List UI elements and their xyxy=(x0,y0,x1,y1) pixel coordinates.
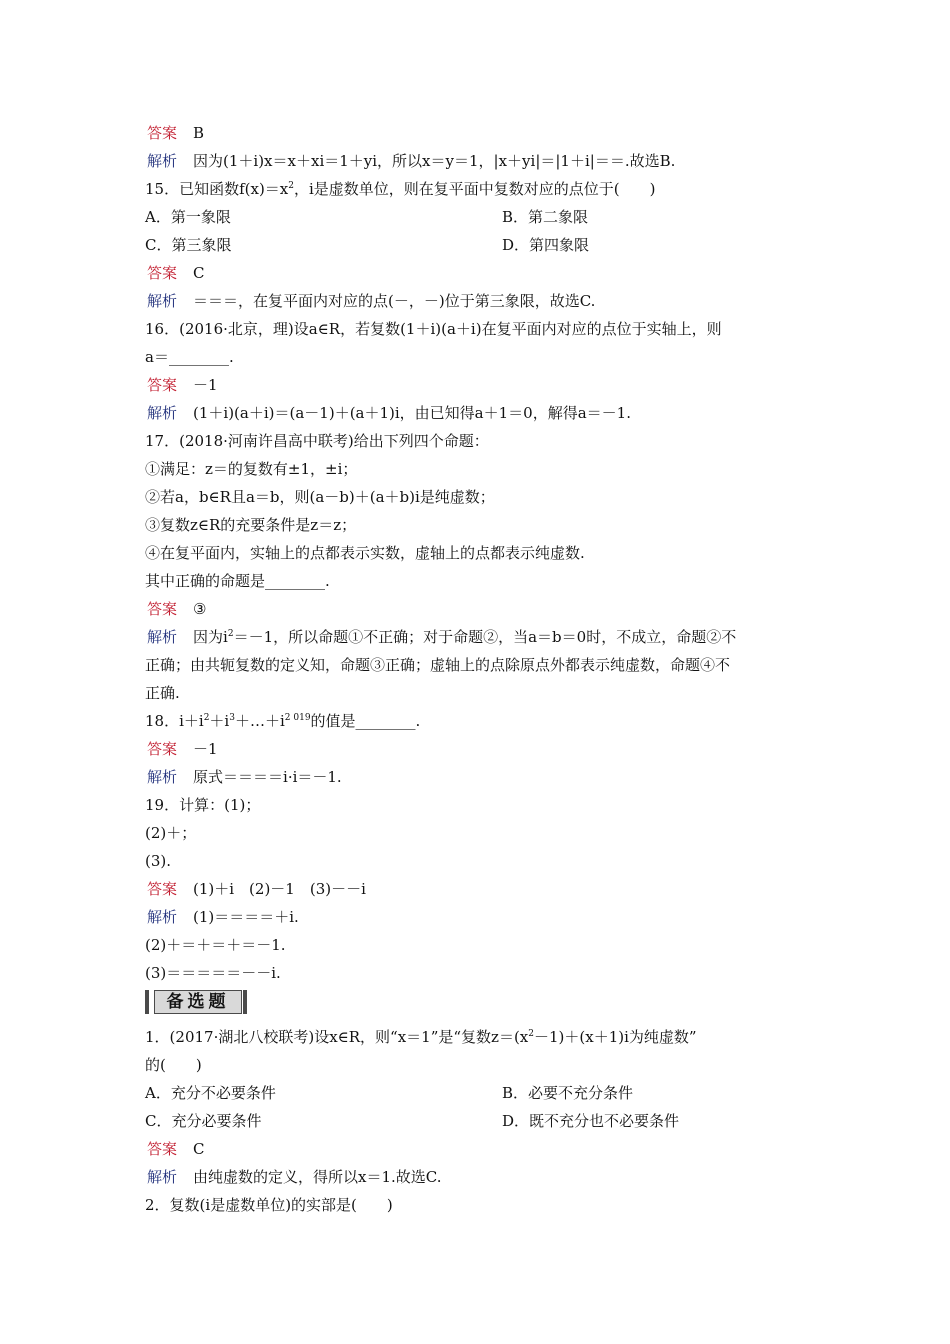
option-b: B．必要不充分条件 xyxy=(502,1084,634,1102)
analysis-label: 解析 xyxy=(147,404,178,422)
answer-label: 答案 xyxy=(147,264,178,282)
analysis-label: 解析 xyxy=(147,768,178,786)
answer-value: ③ xyxy=(193,600,207,618)
question-text: 1．(2017·湖北八校联考)设x∈R，则“x＝1”是“复数z＝(x xyxy=(145,1028,529,1046)
answer-value: －1 xyxy=(193,740,218,758)
analysis-continued: (2)＋＝＋＝＋＝－1. xyxy=(145,936,286,954)
question-text: ＋i xyxy=(209,712,230,730)
backup-question-2: 2．复数(i是虚数单位)的实部是( ) xyxy=(145,1196,393,1214)
banner-bar-right xyxy=(243,990,247,1014)
answer-label: 答案 xyxy=(147,376,178,394)
option-c: C．第三象限 xyxy=(145,236,232,254)
answer-label: 答案 xyxy=(147,1140,178,1158)
analysis-continued: 正确；由共轭复数的定义知，命题③正确；虚轴上的点除原点外都表示纯虚数，命题④不 xyxy=(145,656,731,674)
analysis-label: 解析 xyxy=(147,908,178,926)
analysis-continued: (3)＝＝＝＝＝－－i. xyxy=(145,964,281,982)
analysis-label: 解析 xyxy=(147,152,178,170)
option-d: D．第四象限 xyxy=(502,236,590,254)
option-d: D．既不充分也不必要条件 xyxy=(502,1112,680,1130)
superscript: 3 xyxy=(229,713,235,723)
question-text: 18．i＋i xyxy=(145,712,204,730)
analysis-text: (1＋i)(a＋i)＝(a－1)＋(a＋1)i，由已知得a＋1＝0，解得a＝－1. xyxy=(193,404,631,422)
analysis-continued: 正确. xyxy=(145,684,180,702)
question-19: 19．计算：(1)； xyxy=(145,796,261,814)
section-banner xyxy=(145,990,247,1014)
answer-value: C xyxy=(193,1140,205,1158)
superscript: 2 xyxy=(288,181,294,191)
analysis-line xyxy=(147,403,631,423)
option-a: A．充分不必要条件 xyxy=(145,1084,276,1102)
question-17-prompt: 其中正确的命题是________. xyxy=(145,572,330,590)
option-b: B．第二象限 xyxy=(502,208,589,226)
question-16: 16．(2016·北京，理)设a∈R，若复数(1＋i)(a＋i)在复平面内对应的点位于实轴上，则 xyxy=(145,320,722,338)
analysis-text: 因为(1＋i)x＝x＋xi＝1＋yi，所以x＝y＝1，|x＋yi|＝|1＋i|＝＝.故选B. xyxy=(193,152,676,170)
question-text: 的值是________. xyxy=(310,712,421,730)
analysis-line xyxy=(147,291,595,311)
option-c: C．充分必要条件 xyxy=(145,1112,262,1130)
analysis-text-tail: ＝－1，所以命题①不正确；对于命题②，当a＝b＝0时，不成立，命题②不 xyxy=(233,628,737,646)
option-a: A．第一象限 xyxy=(145,208,231,226)
analysis-label: 解析 xyxy=(147,1168,178,1186)
analysis-line xyxy=(147,767,342,787)
question-19-part-3: (3). xyxy=(145,852,172,870)
question-19-part-2: (2)＋； xyxy=(145,824,197,842)
answer-value: C xyxy=(193,264,205,282)
answer-label: 答案 xyxy=(147,600,178,618)
answer-line xyxy=(147,1139,205,1159)
superscript: 2 019 xyxy=(284,713,311,723)
banner-title: 备选题 xyxy=(154,990,242,1014)
question-text-tail: －1)＋(x＋1)i为纯虚数” xyxy=(534,1028,697,1046)
proposition-1: ①满足：z＝的复数有±1，±i； xyxy=(145,460,358,478)
proposition-4: ④在复平面内，实轴上的点都表示实数，虚轴上的点都表示纯虚数. xyxy=(145,544,585,562)
proposition-3: ③复数z∈R的充要条件是z＝z； xyxy=(145,516,357,534)
backup-question-1-cont: 的( ) xyxy=(145,1056,202,1074)
answer-line xyxy=(147,123,204,143)
analysis-line xyxy=(147,907,299,927)
answer-label: 答案 xyxy=(147,124,178,142)
answer-value: B xyxy=(193,124,205,142)
superscript: 2 xyxy=(528,1029,535,1039)
analysis-text: (1)＝＝＝＝＋i. xyxy=(193,908,299,926)
question-17: 17．(2018·河南许昌高中联考)给出下列四个命题： xyxy=(145,432,489,450)
answer-line xyxy=(147,879,366,899)
banner-bar-left xyxy=(145,990,149,1014)
analysis-text: 因为i xyxy=(193,628,228,646)
answer-value: (1)＋i (2)－1 (3)－－i xyxy=(193,880,366,898)
question-15 xyxy=(145,179,656,199)
answer-value: －1 xyxy=(193,376,218,394)
backup-question-1 xyxy=(145,1027,697,1047)
analysis-label: 解析 xyxy=(147,628,178,646)
superscript: 2 xyxy=(227,629,234,639)
answer-line xyxy=(147,375,218,395)
answer-line xyxy=(147,599,206,619)
question-16-blank: a＝________. xyxy=(145,348,234,366)
answer-label: 答案 xyxy=(147,880,178,898)
question-text-tail: ，i是虚数单位，则在复平面中复数对应的点位于( ) xyxy=(294,180,656,198)
question-text: 15．已知函数f(x)＝x xyxy=(145,180,289,198)
answer-line xyxy=(147,263,205,283)
analysis-line xyxy=(147,627,736,647)
answer-label: 答案 xyxy=(147,740,178,758)
question-18 xyxy=(145,711,420,731)
analysis-label: 解析 xyxy=(147,292,178,310)
proposition-2: ②若a，b∈R且a＝b，则(a－b)＋(a＋b)i是纯虚数； xyxy=(145,488,495,506)
answer-line xyxy=(147,739,218,759)
analysis-text: ＝＝＝，在复平面内对应的点(－，－)位于第三象限，故选C. xyxy=(193,292,596,310)
analysis-line xyxy=(147,151,675,171)
question-text: ＋…＋i xyxy=(234,712,285,730)
analysis-text: 由纯虚数的定义，得所以x＝1.故选C. xyxy=(193,1168,442,1186)
analysis-text: 原式＝＝＝＝i·i＝－1. xyxy=(193,768,342,786)
superscript: 2 xyxy=(203,713,210,723)
analysis-line xyxy=(147,1167,442,1187)
